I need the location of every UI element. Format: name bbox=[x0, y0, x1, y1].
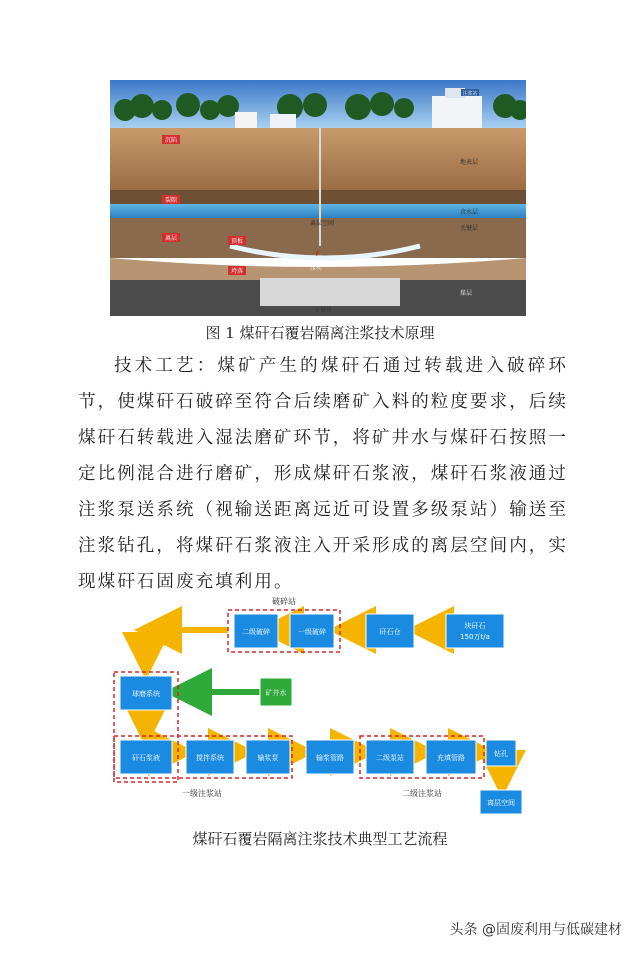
label-compaction: 压实 bbox=[310, 265, 323, 272]
process-boxes bbox=[120, 614, 522, 814]
label-fracture: 裂隙 bbox=[164, 197, 178, 204]
node-secondary-pump: 二级泵站 bbox=[376, 754, 404, 762]
crush-station-label: 破碎站 bbox=[272, 597, 296, 606]
process-flowchart bbox=[110, 590, 540, 820]
support-body bbox=[260, 278, 400, 306]
station-sign: 注浆站 bbox=[462, 91, 478, 97]
body-paragraph: 技术工艺：煤矿产生的煤矸石通过转载进入破碎环节，使煤矸石破碎至符合后续磨矿入料的粒度要求，后续煤矸石转载进入湿法磨矿环节，将矿井水与煤矸石按照一定比例混合进行磨矿，形成煤矸石浆液，煤矸石浆液通过注浆泵送系统（视输送距离远近可设置多级泵站）输送至注浆钻孔，将煤矸石浆液注入开采形成的离层空间内，实现煤矸石固废充填利用。 bbox=[78, 356, 568, 592]
label-separation-space: 离层空间 bbox=[310, 220, 335, 227]
label-surface-layer: 地表层 bbox=[460, 159, 479, 166]
label-force: F bbox=[316, 251, 320, 258]
node-borehole: 钻孔 bbox=[494, 750, 508, 758]
node-gangue-slurry: 矸石浆液 bbox=[132, 754, 160, 762]
node-mixing: 搅拌系统 bbox=[196, 754, 224, 762]
node-ball-mill: 球磨系统 bbox=[132, 690, 160, 698]
watermark: 头条 @固废利用与低碳建材 bbox=[449, 922, 622, 938]
figure1-caption: 图 1 煤矸石覆岩隔离注浆技术原理 bbox=[205, 324, 435, 342]
node-gangue-bin: 矸石仓 bbox=[379, 628, 401, 636]
geology-cross-section-figure bbox=[110, 80, 526, 316]
label-collapse: 垮落 bbox=[230, 268, 244, 275]
node-fill-pipe: 充填管路 bbox=[437, 754, 465, 762]
node-separation-space: 离层空间 bbox=[487, 799, 515, 807]
node-mine-water: 矿井水 bbox=[265, 689, 287, 697]
label-key-layer: 关键层 bbox=[460, 225, 479, 232]
label-aquifer: 含水层 bbox=[460, 209, 479, 216]
label-subsidence: 沉陷 bbox=[164, 137, 178, 144]
body-paragraph-block bbox=[78, 348, 568, 600]
node-coal-gangue: 块矸石 bbox=[464, 622, 486, 630]
secondary-station-label: 二级注浆站 bbox=[402, 789, 442, 798]
node-primary-crush: 一级破碎 bbox=[298, 628, 326, 636]
primary-station-label: 一级注浆站 bbox=[182, 789, 222, 798]
node-secondary-crush: 二级破碎 bbox=[242, 628, 270, 636]
label-roof: 顶板 bbox=[230, 238, 244, 245]
node-pump: 输浆泵 bbox=[257, 754, 279, 762]
label-coal-seam: 煤层 bbox=[460, 290, 473, 297]
node-pipeline: 输浆管路 bbox=[316, 754, 344, 762]
label-separation: 离层 bbox=[164, 235, 178, 242]
figure2-caption: 煤矸石覆岩隔离注浆技术典型工艺流程 bbox=[192, 830, 448, 848]
label-support: 支撑体 bbox=[314, 307, 333, 314]
node-coal-gangue-rate: 150万t/a bbox=[460, 633, 490, 641]
